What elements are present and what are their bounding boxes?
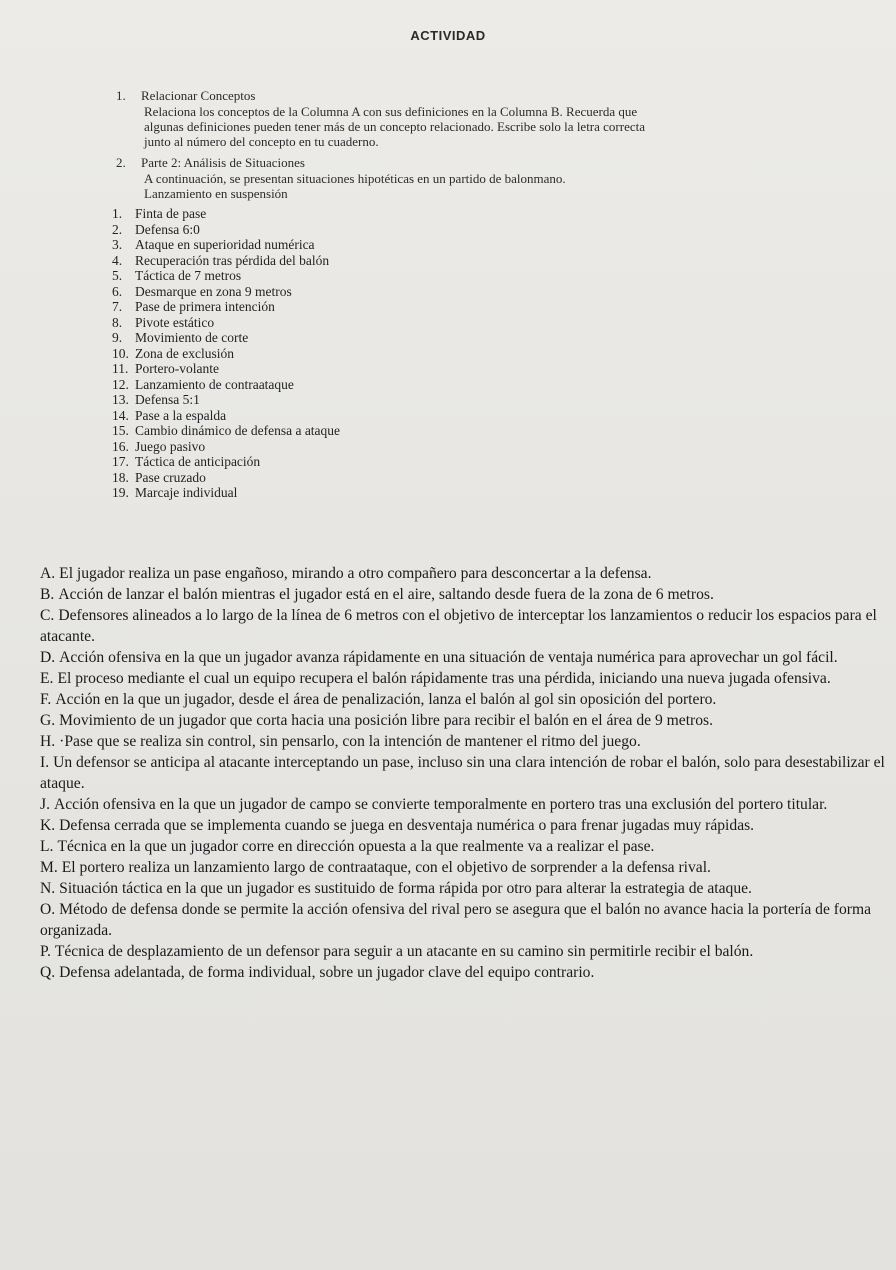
concept-list (112, 206, 532, 501)
list-item: 18. Pase cruzado (112, 469, 206, 485)
list-item: 10. Zona de exclusión (112, 345, 234, 361)
list-item: 7. Pase de primera intención (112, 299, 275, 314)
list-item: G. Movimiento de un jugador que corta hacia una posición libre para recibir el balón en el área de 9 metros. (40, 712, 713, 729)
page-title: ACTIVIDAD (410, 28, 486, 43)
instruction-line: Relaciona los conceptos de la Columna A con sus definiciones en la Columna B. Recuerda que (144, 104, 638, 119)
list-item: D. Acción ofensiva en la que un jugador avanza rápidamente en una situación de ventaja numérica para aprovechar un gol fácil. (40, 649, 838, 666)
list-item: I. Un defensor se anticipa al atacante interceptando un pase, incluso sin una clara intención de robar el balón, solo para desestabilizar el ataque. (40, 754, 885, 792)
list-item: C. Defensores alineados a lo largo de la línea de 6 metros con el objetivo de interceptar los lanzamientos o reducir los espacios para el atacante. (40, 607, 877, 645)
list-item: P. Técnica de desplazamiento de un defensor para seguir a un atacante en su camino sin permitirle recibir el balón. (40, 943, 754, 960)
list-item: O. Método de defensa donde se permite la acción ofensiva del rival pero se asegura que el balón no avance hacia la portería de forma organizada. (40, 901, 871, 939)
instruction-2 (116, 156, 796, 200)
list-item: Q. Defensa adelantada, de forma individual, sobre un jugador clave del equipo contrario. (40, 964, 595, 981)
list-item: 12. Lanzamiento de contraataque (112, 376, 294, 392)
instruction-line: junto al número del concepto en tu cuaderno. (144, 134, 379, 149)
instruction-line: A continuación, se presentan situaciones hipotéticas en un partido de balonmano. (144, 171, 566, 186)
list-item: 17. Táctica de anticipación (112, 454, 261, 469)
list-item: N. Situación táctica en la que un jugador es sustituido de forma rápida por otro para alterar la estrategia de ataque. (40, 880, 752, 897)
list-item: 15. Cambio dinámico de defensa a ataque (112, 423, 341, 438)
instruction-1 (116, 89, 796, 148)
list-item: H. ·Pase que se realiza sin control, sin pensarlo, con la intención de mantener el ritmo del juego. (40, 733, 641, 750)
instruction-line: algunas definiciones pueden tener más de un concepto relacionado. Escribe solo la letra correcta (144, 119, 646, 134)
list-item: 11. Portero-volante (112, 361, 219, 376)
list-item: 4. Recuperación tras pérdida del balón (112, 252, 330, 268)
instruction-heading: Parte 2: Análisis de Situaciones (141, 155, 305, 170)
instruction-heading: Relacionar Conceptos (141, 88, 256, 103)
list-item: B. Acción de lanzar el balón mientras el jugador está en el aire, saltando desde fuera de la zona de 6 metros. (40, 586, 714, 603)
list-item: 5. Táctica de 7 metros (112, 268, 242, 283)
list-item: J. Acción ofensiva en la que un jugador de campo se convierte temporalmente en portero tras una exclusión del portero titular. (40, 796, 828, 813)
list-item: M. El portero realiza un lanzamiento largo de contraataque, con el objetivo de sorprender a la defensa rival. (40, 859, 711, 876)
list-item: A. El jugador realiza un pase engañoso, mirando a otro compañero para desconcertar a la defensa. (40, 565, 652, 582)
list-item: K. Defensa cerrada que se implementa cuando se juega en desventaja numérica o para frenar jugadas muy rápidas. (40, 817, 755, 834)
list-item: 19. Marcaje individual (112, 485, 238, 500)
list-item: 13. Defensa 5:1 (112, 392, 200, 407)
definition-list (40, 563, 890, 983)
list-item: 9. Movimiento de corte (112, 330, 249, 345)
list-item: 1. Finta de pase (112, 206, 207, 221)
list-item: F. Acción en la que un jugador, desde el área de penalización, lanza el balón al gol sin oposición del portero. (40, 691, 717, 708)
list-item: 2. Defensa 6:0 (112, 221, 200, 237)
list-item: L. Técnica en la que un jugador corre en dirección opuesta a la que realmente va a realizar el pase. (40, 838, 655, 855)
list-item: 14. Pase a la espalda (112, 407, 227, 423)
instruction-line: Lanzamiento en suspensión (144, 186, 288, 201)
list-item: 6. Desmarque en zona 9 metros (112, 283, 292, 299)
list-item: 3. Ataque en superioridad numérica (112, 237, 315, 252)
instruction-number: 1. (116, 88, 126, 103)
list-item: 16. Juego pasivo (112, 438, 206, 454)
list-item: E. El proceso mediante el cual un equipo recupera el balón rápidamente tras una pérdida, iniciando una nueva jugada ofensiva. (40, 670, 831, 687)
instruction-number: 2. (116, 155, 126, 170)
list-item: 8. Pivote estático (112, 314, 215, 330)
